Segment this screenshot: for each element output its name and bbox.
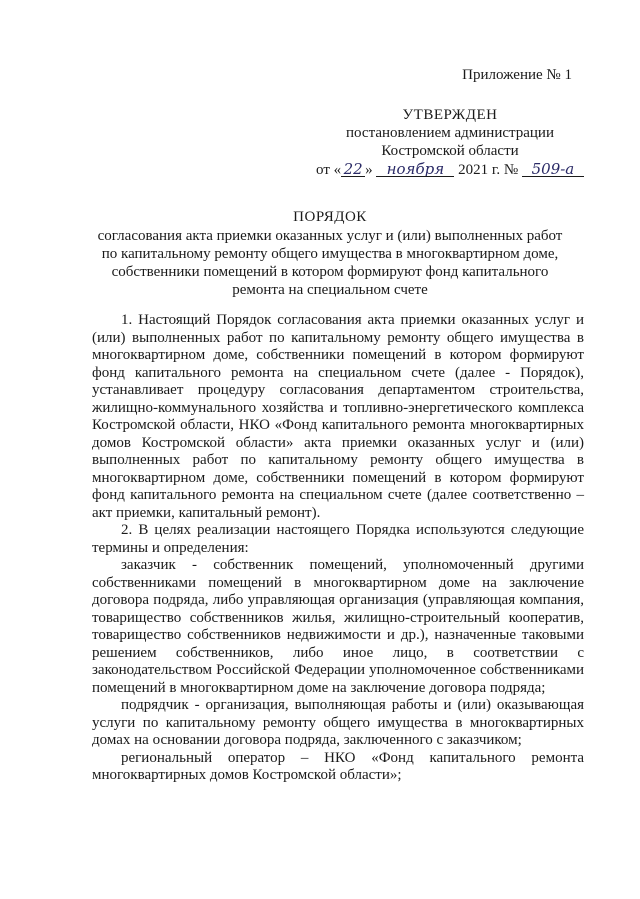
paragraph-1: 1. Настоящий Порядок согласования акта приемки оказанных услуг и (или) выполненных работ по капитальному ремонту общего имущества в многоквартирном доме, собственники помещений в котором формируют фонд капитального ремонта на специальном счете (далее - Порядок), устанавливает процедуру согласования департаментом строительства, жилищно-коммунального хозяйства и топливно-энергетического комплекса Костромской области, НКО «Фонд капитального ремонта многоквартирных домов Костромской области» акта приемки оказанных услуг и (или) выполненных работ по капитальному ремонту общего имущества в многоквартирном доме, собственники помещений в котором формируют фонд капитального ремонта на специальном счете (далее соответственно – акт приемки, капитальный ремонт). (92, 312, 584, 521)
title-line-4: ремонта на специальном счете (232, 282, 428, 298)
order-from-label: от « (316, 162, 342, 178)
handwritten-day: 22 (341, 160, 365, 178)
approved-by-line-2: Костромской области (381, 143, 519, 159)
handwritten-month: ноября (376, 160, 454, 178)
handwritten-number: 509-а (522, 160, 584, 178)
approval-block (300, 66, 600, 179)
definition-customer: заказчик - собственник помещений, уполномоченный другими собственниками помещений в многоквартирном доме на заключение договора подряда, либо управляющая организация (управляющая компания, товарищество собственников жилья, жилищно-строительный кооператив, товарищество собственников недвижимости и др.), назначенные таковыми решением собственников, либо иное лицо, в соответствии с законодательством Российской Федерации уполномоченное собственниками помещений в многоквартирном доме на заключение договора подряда; (92, 557, 584, 696)
appendix-label: Приложение № 1 (462, 67, 572, 83)
title-heading: ПОРЯДОК (293, 209, 367, 225)
title-line-3: собственники помещений в котором формируют фонд капитального (111, 264, 549, 280)
document-body (92, 312, 584, 785)
order-year-label: 2021 г. № (458, 162, 519, 178)
definition-regional-operator: региональный оператор – НКО «Фонд капитального ремонта многоквартирных домов Костромской области»; (92, 749, 584, 783)
definition-contractor: подрядчик - организация, выполняющая работы и (или) оказывающая услуги по капитальному ремонту общего имущества в многоквартирных домах на основании договора подряда, заключенного с заказчиком; (92, 697, 584, 748)
paragraph-2: 2. В целях реализации настоящего Порядка используются следующие термины и определения: (92, 522, 584, 556)
title-line-1: согласования акта приемки оказанных услуг и (или) выполненных работ (97, 228, 563, 244)
approved-by-line-1: постановлением администрации (346, 125, 554, 141)
approved-label: УТВЕРЖДЕН (402, 107, 498, 123)
document-title (70, 208, 590, 299)
order-quote-close: » (365, 162, 373, 178)
title-line-2: по капитальному ремонту общего имущества в многоквартирном доме, (101, 246, 559, 262)
order-date-number-line (300, 160, 600, 179)
